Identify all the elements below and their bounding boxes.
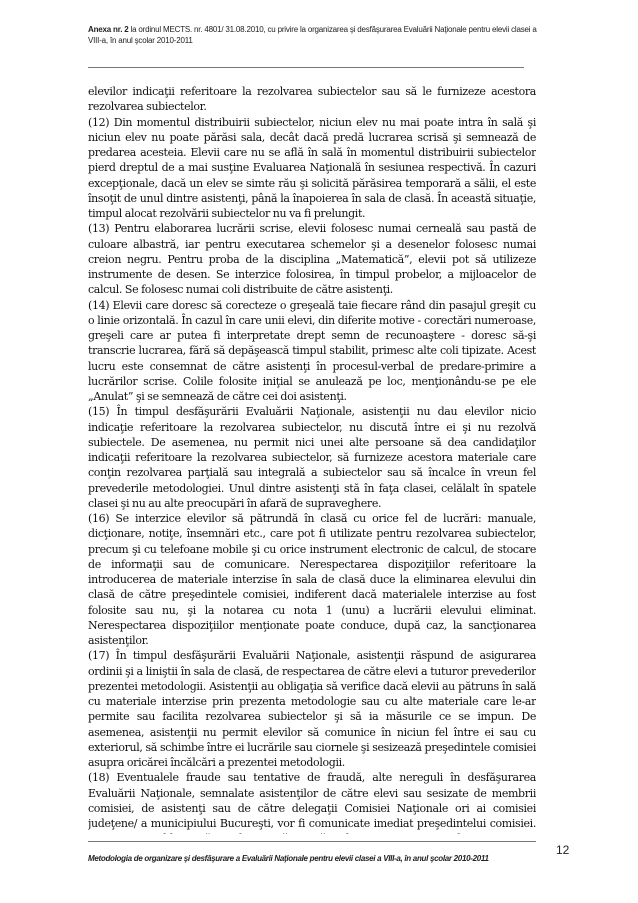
document-body	[88, 84, 536, 834]
page-header	[88, 24, 538, 46]
page-number: 12	[556, 843, 570, 857]
page-footer: Metodologia de organizare şi desfăşurare a Evaluării Naţionale pentru elevii clasei a VIII-a, în anul şcolar 2010-2011	[88, 854, 489, 863]
footer-divider	[88, 841, 536, 842]
paragraph: elevilor indicaţii referitoare la rezolvarea subiectelor sau să le furnizeze acestora rezolvarea subiectelor.	[88, 85, 536, 114]
paragraph: (16) Se interzice elevilor să pătrundă în clasă cu orice fel de lucrări: manuale, dicţionare, notiţe, însemnări etc., care pot fi utilizate pentru rezolvarea subiectelor, precum şi cu telefoane mobile şi cu orice instrument electronic de calcul, de stocare de informaţii sau de comunicare. Nerespectarea dispoziţiilor referitoare la introducerea de materiale interzise în sala de clasă duce la eliminarea elevului din clasă de către preşedintele comisiei, indiferent dacă materialele interzise au fost folosite sau nu, şi la notarea cu nota 1 (unu) a lucrării elevului eliminat. Nerespectarea dispoziţiilor menţionate poate conduce, după caz, la sancţionarea asistenţilor.	[88, 512, 536, 647]
paragraph: (12) Din momentul distribuirii subiectelor, niciun elev nu mai poate intra în sală şi niciun elev nu poate părăsi sala, decât dacă predă lucrarea scrisă şi semnează de predarea acesteia. Elevii care nu se află în sală în momentul distribuirii subiectelor pierd dreptul de a mai susţine Evaluarea Naţională în sesiunea respectivă. În cazuri excepţionale, dacă un elev se simte rău şi solicită părăsirea temporară a sălii, el este însoţit de unul dintre asistenţi, până la înapoierea în sala de clasă. În această situaţie, timpul alocat rezolvării subiectelor nu va fi prelungit.	[88, 115, 536, 220]
paragraph: (17) În timpul desfăşurării Evaluării Naţionale, asistenţii răspund de asigurarea ordinii şi a liniştii în sala de clasă, de respectarea de către elevi a tuturor prevederilor prezentei metodologii. Asistenţii au obligaţia să verifice dacă elevii au pătruns în sală cu materiale interzise prin prezenta metodologie sau cu alte materiale care le-ar permite sau facilita rezolvarea subiectelor şi să ia măsurile ce se impun. De asemenea, asistenţii nu permit elevilor să comunice în niciun fel între ei sau cu exteriorul, să schimbe între ei lucrările sau ciornele şi sesizează preşedintele comisiei asupra oricărei încălcări a prezentei metodologii.	[88, 649, 536, 769]
paragraph: (18) Eventualele fraude sau tentative de fraudă, alte nereguli în desfăşurarea Evaluării Naţionale, semnalate asistenţilor de către elevi sau sesizate de membrii comisiei, de asistenţi sau de către delegaţii Comisiei Naţionale ori ai comisiei judeţene/ a municipiului Bucureşti, vor fi comunicate imediat preşedintelui comisiei.	[88, 771, 536, 830]
header-text: la ordinul MECTS. nr. 4801/ 31.08.2010, cu privire la organizarea şi desfăşurarea Evaluării Naţionale pentru elevii clasei a VIII-a, în anul şcolar 2010-2011	[88, 25, 537, 45]
paragraph: (13) Pentru elaborarea lucrării scrise, elevii folosesc numai cerneală sau pastă de culoare albastră, iar pentru executarea schemelor şi a desenelor folosesc numai creion negru. Pentru proba de la disciplina „Matematică”, elevii pot să utilizeze instrumente de desen. Se interzice folosirea, în timpul probelor, a mijloacelor de calcul. Se folosesc numai coli distribuite de către asistenţi.	[88, 222, 536, 297]
paragraph: (14) Elevii care doresc să corecteze o greşeală taie fiecare rând din pasajul greşit cu o linie orizontală. În cazul în care unii elevi, din diferite motive - corectări numeroase, greşeli care ar putea fi interpretate drept semn de recunoaştere - doresc să-şi transcrie lucrarea, fără să depăşească timpul stabilit, primesc alte coli tipizate. Acest lucru este consemnat de către asistenţi în procesul-verbal de predare-primire a lucrărilor scrise. Colile folosite iniţial se anulează pe loc, menţionându-se pe ele „Anulat” şi se semnează de către cei doi asistenţi.	[88, 298, 536, 403]
header-divider	[88, 67, 524, 68]
annex-label: Anexa nr. 2	[88, 25, 129, 34]
paragraph: (15) În timpul desfăşurării Evaluării Naţionale, asistenţii nu dau elevilor nicio indicaţie referitoare la rezolvarea subiectelor, nu discută între ei şi nu rezolvă subiectele. De asemenea, nu permit nici unei alte persoane să dea candidaţilor indicaţii referitoare la rezolvarea subiectelor, să furnizeze acestora materiale care conţin rezolvarea parţială sau integrală a subiectelor sau să încalce în vreun fel prevederile metodologiei. Unul dintre asistenţi stă în faţa clasei, celălalt în spatele clasei şi nu au alte preocupări în afară de supraveghere.	[88, 405, 536, 510]
